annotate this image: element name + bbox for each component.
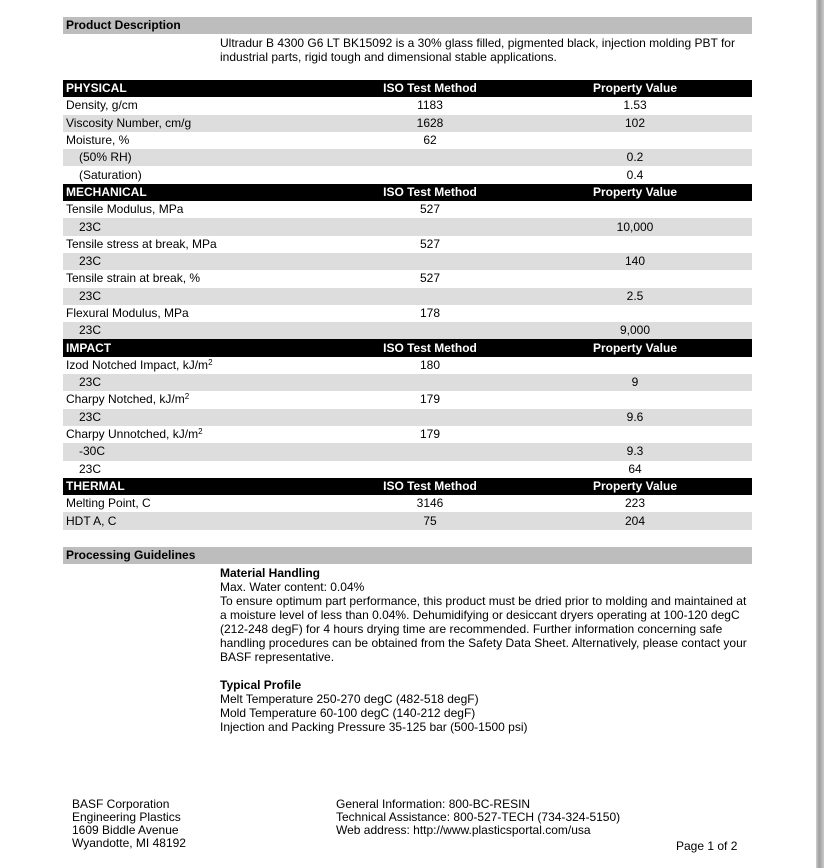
table-row (63, 495, 752, 512)
property-label (63, 322, 342, 339)
property-label (63, 426, 342, 443)
material-handling-title: Material Handling (220, 566, 321, 580)
property-value (518, 201, 752, 218)
property-value (518, 236, 752, 253)
property-value (518, 132, 752, 149)
footer-contacts (336, 798, 620, 837)
property-label (63, 409, 342, 426)
typical-profile-title: Typical Profile (220, 678, 302, 692)
footer-address-line: 1609 Biddle Avenue (72, 823, 179, 837)
table-row (63, 166, 752, 183)
property-label-text: HDT A, C (66, 513, 117, 528)
table-row (63, 374, 752, 391)
property-value: 102 (518, 115, 752, 132)
property-value: 9.3 (518, 443, 752, 460)
table-row (63, 132, 752, 149)
table-row (63, 201, 752, 218)
iso-method (342, 461, 518, 478)
property-label-text: Density, g/cm (66, 98, 138, 113)
property-label-text: Tensile Modulus, MPa (66, 202, 184, 217)
property-label-text: 23C (79, 254, 102, 269)
processing-guidelines-body (220, 566, 760, 734)
property-value-header: Property Value (518, 339, 752, 356)
footer-address (72, 798, 186, 850)
property-label (63, 374, 342, 391)
property-label-text: Tensile stress at break, MPa (66, 236, 217, 251)
table-row (63, 426, 752, 443)
property-value-header: Property Value (518, 478, 752, 495)
property-label-text: Melting Point, C (66, 496, 151, 511)
property-label (63, 253, 342, 270)
table-row (63, 270, 752, 287)
table-row (63, 391, 752, 408)
property-value (518, 357, 752, 374)
section-header-row (63, 478, 752, 495)
property-value: 0.2 (518, 149, 752, 166)
section-header-row (63, 80, 752, 97)
property-label-text: Flexural Modulus, MPa (66, 306, 189, 320)
property-value (518, 391, 752, 408)
iso-method-header: ISO Test Method (342, 80, 518, 97)
table-row (63, 253, 752, 270)
property-label (63, 115, 342, 132)
iso-method-header: ISO Test Method (342, 184, 518, 201)
property-label-text: 23C (79, 323, 102, 338)
property-label-text: Tensile strain at break, % (66, 271, 201, 286)
footer-address-line: Wyandotte, MI 48192 (72, 836, 186, 850)
iso-method (342, 374, 518, 391)
property-value: 9.6 (518, 409, 752, 426)
property-label (63, 443, 342, 460)
iso-method (342, 218, 518, 235)
iso-method (342, 443, 518, 460)
profile-line: Mold Temperature 60-100 degC (140-212 degF) (220, 706, 476, 720)
property-value-header: Property Value (518, 80, 752, 97)
property-value-header: Property Value (518, 184, 752, 201)
property-value: 9 (518, 374, 752, 391)
property-label-text: Charpy Notched, kJ/m (66, 392, 185, 407)
property-value: 2.5 (518, 288, 752, 305)
iso-method: 75 (342, 512, 518, 529)
table-row (63, 512, 752, 529)
table-row (63, 115, 752, 132)
properties-table (63, 80, 752, 530)
product-description-header: Product Description (63, 17, 752, 34)
table-row (63, 149, 752, 166)
table-row (63, 218, 752, 235)
footer-web-address: Web address: http://www.plasticsportal.com/usa (336, 823, 591, 837)
iso-method: 3146 (416, 496, 444, 511)
property-label (63, 132, 342, 149)
iso-method: 527 (419, 271, 441, 286)
iso-method: 178 (419, 306, 441, 320)
page-shadow (816, 0, 824, 868)
material-handling-text: To ensure optimum part performance, this product must be dried prior to molding and maintained at a moisture level of less than 0.04%. Dehumidifying or desiccant dryers operating at 100-120 degC (212-248 degF) for 4 hours drying time are recommended. Further information concerning safe handling procedures can be obtained from the Safety Data Sheet. Alternatively, please contact your BASF representative. (220, 594, 747, 664)
table-row (63, 305, 752, 322)
superscript: 2 (184, 392, 190, 402)
property-label-text: 23C (79, 375, 102, 390)
property-label-text: (Saturation) (79, 167, 142, 182)
property-label-text: Charpy Unnotched, kJ/m (66, 427, 199, 442)
profile-line: Melt Temperature 250-270 degC (482-518 degF) (220, 692, 479, 706)
property-label (63, 512, 342, 529)
superscript: 2 (208, 357, 213, 367)
iso-method (342, 322, 518, 339)
section-title: THERMAL (63, 478, 342, 495)
property-label-text: (50% RH) (79, 150, 132, 165)
footer-address-line: BASF Corporation (72, 797, 170, 811)
iso-method: 527 (419, 202, 441, 217)
page-number: Page 1 of 2 (676, 839, 738, 853)
property-value (518, 305, 752, 322)
section-title: PHYSICAL (63, 80, 342, 97)
footer-contact-line: Technical Assistance: 800-527-TECH (734-324-5150) (336, 810, 621, 824)
property-label-text: Viscosity Number, cm/g (66, 115, 192, 130)
table-row (63, 409, 752, 426)
iso-method (342, 253, 518, 270)
table-row (63, 97, 752, 114)
property-label (63, 288, 342, 305)
property-value: 140 (518, 253, 752, 270)
table-row (63, 443, 752, 460)
property-label (63, 201, 342, 218)
property-value: 204 (518, 512, 752, 529)
iso-method: 527 (419, 236, 441, 251)
property-value: 64 (628, 461, 642, 476)
property-label (63, 166, 342, 183)
property-label (63, 218, 342, 235)
iso-method: 180 (419, 357, 441, 372)
iso-method-header: ISO Test Method (342, 339, 518, 356)
property-value: 1.53 (623, 98, 647, 113)
iso-method (342, 149, 518, 166)
processing-guidelines-header: Processing Guidelines (63, 547, 752, 564)
iso-method (342, 409, 518, 426)
iso-method-header: ISO Test Method (342, 478, 518, 495)
property-label (63, 305, 342, 322)
property-label-text: Moisture, % (66, 133, 130, 148)
property-label (63, 236, 342, 253)
property-label-text: Izod Notched Impact, kJ/m (66, 357, 209, 372)
iso-method: 1183 (417, 98, 443, 113)
section-title: MECHANICAL (63, 184, 342, 201)
iso-method (342, 288, 518, 305)
iso-method: 179 (419, 392, 441, 407)
property-label-text: 23C (79, 409, 102, 424)
property-label (63, 97, 342, 114)
iso-method: 62 (423, 133, 437, 148)
section-header-row (63, 184, 752, 201)
iso-method (342, 166, 518, 183)
property-value: 10,000 (518, 218, 752, 235)
table-row (63, 461, 752, 478)
property-value: 0.4 (626, 167, 644, 182)
property-label-text: -30C (79, 444, 106, 459)
product-description-text: Ultradur B 4300 G6 LT BK15092 is a 30% glass filled, pigmented black, injection molding PBT for industrial parts, rigid tough and dimensional stable applications. (220, 36, 735, 64)
table-row (63, 357, 752, 374)
footer-address-line: Engineering Plastics (72, 810, 181, 824)
property-value (518, 270, 752, 287)
property-label (63, 495, 342, 512)
max-water-content: Max. Water content: 0.04% (220, 580, 365, 594)
section-title: IMPACT (63, 339, 342, 356)
property-label-text: 23C (79, 461, 102, 476)
property-label (63, 391, 342, 408)
footer-contact-line: General Information: 800-BC-RESIN (336, 797, 531, 811)
property-value (518, 426, 752, 443)
property-label (63, 461, 342, 478)
property-label-text: 23C (79, 288, 102, 303)
table-row (63, 236, 752, 253)
superscript: 2 (198, 427, 203, 437)
iso-method: 179 (419, 427, 441, 442)
property-value: 9,000 (518, 322, 752, 339)
property-label-text: 23C (79, 219, 102, 234)
profile-line: Injection and Packing Pressure 35-125 bar (500-1500 psi) (220, 720, 528, 734)
table-row (63, 288, 752, 305)
property-label (63, 270, 342, 287)
section-header-row (63, 339, 752, 356)
table-row (63, 322, 752, 339)
iso-method: 1628 (342, 115, 518, 132)
property-label (63, 357, 342, 374)
property-label (63, 149, 342, 166)
property-value: 223 (624, 496, 646, 511)
